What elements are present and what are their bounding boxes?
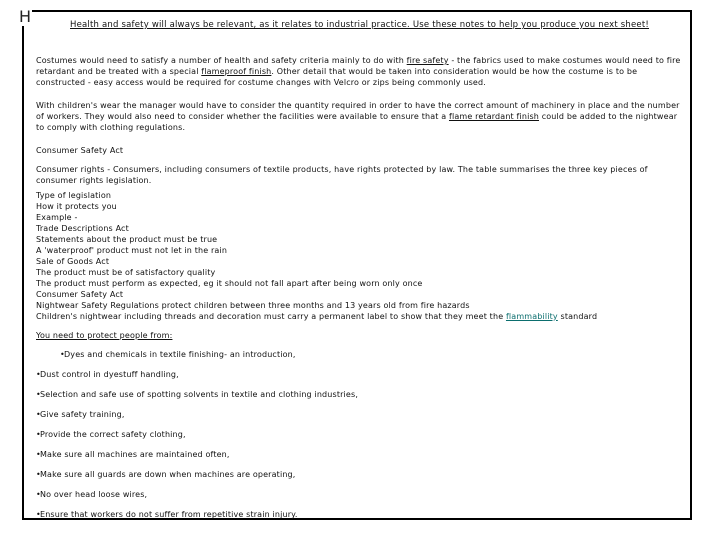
legislation-line: The product must perform as expected, eg it should not fall apart after being worn only once (36, 279, 423, 288)
flammability-line: Children's nightwear including threads and decoration must carry a permanent label to show that they meet the flammability standard (36, 312, 598, 321)
legislation-line: Nightwear Safety Regulations protect children between three months and 13 years old from fire hazards (36, 301, 470, 310)
list-item: •Selection and safe use of spotting solvents in textile and clothing industries, (36, 390, 359, 399)
list-item: •Make sure all machines are maintained often, (36, 450, 230, 459)
list-item: •Provide the correct safety clothing, (36, 430, 186, 439)
legislation-line: The product must be of satisfactory quality (36, 268, 216, 277)
list-item: •Dyes and chemicals in textile finishing- an introduction, (60, 350, 296, 359)
consumer-safety-heading: Consumer Safety Act (36, 146, 124, 155)
flame-retardant-finish-link[interactable]: flame retardant finish (448, 112, 540, 121)
legislation-line: Type of legislation (36, 191, 112, 200)
list-item: •Ensure that workers do not suffer from repetitive strain injury. (36, 510, 298, 519)
legislation-list (36, 190, 684, 322)
flammability-link[interactable]: flammability (505, 312, 558, 321)
legislation-line: How it protects you (36, 202, 117, 211)
list-item: •Make sure all guards are down when machines are operating, (36, 470, 296, 479)
legislation-line: Consumer Safety Act (36, 290, 124, 299)
protection-list (36, 349, 684, 520)
list-item: •No over head loose wires, (36, 490, 148, 499)
childrens-wear-paragraph: With children's wear the manager would have to consider the quantity required in order to have the correct amount of machinery in place and the number of workers. They would also need to consider whether the facilities were available to ensure that a flame retardant finish could be added to the nightwear to comply with clothing regulations. (36, 101, 680, 132)
fire-safety-link[interactable]: fire safety (406, 56, 449, 65)
notes-content (36, 55, 684, 529)
list-item: •Dust control in dyestuff handling, (36, 370, 179, 379)
title-letter: H (19, 7, 32, 26)
legislation-line: Sale of Goods Act (36, 257, 110, 266)
page-heading: Health and safety will always be relevant, as it relates to industrial practice. Use these notes to help you produce you next sheet! (70, 20, 650, 30)
legislation-line: Statements about the product must be true (36, 235, 218, 244)
legislation-line: Example - (36, 213, 78, 222)
legislation-line: A 'waterproof' product must not let in the rain (36, 246, 228, 255)
costume-paragraph: Costumes would need to satisfy a number of health and safety criteria mainly to do with fire safety - the fabrics used to make costumes would need to fire retardant and be treated with a special flameproof finish. Other detail that would be taken into consideration would be how the costume is to be constructed - easy access would be required for costume changes with Velcro or zips being commonly used. (36, 56, 681, 87)
consumer-rights-paragraph: Consumer rights - Consumers, including consumers of textile products, have rights protected by law. The table summarises the three key pieces of consumer rights legislation. (36, 165, 648, 185)
legislation-line: Trade Descriptions Act (36, 224, 129, 233)
protect-heading: You need to protect people from: (36, 331, 173, 340)
flameproof-finish-link[interactable]: flameproof finish (201, 67, 272, 76)
list-item: •Give safety training, (36, 410, 125, 419)
